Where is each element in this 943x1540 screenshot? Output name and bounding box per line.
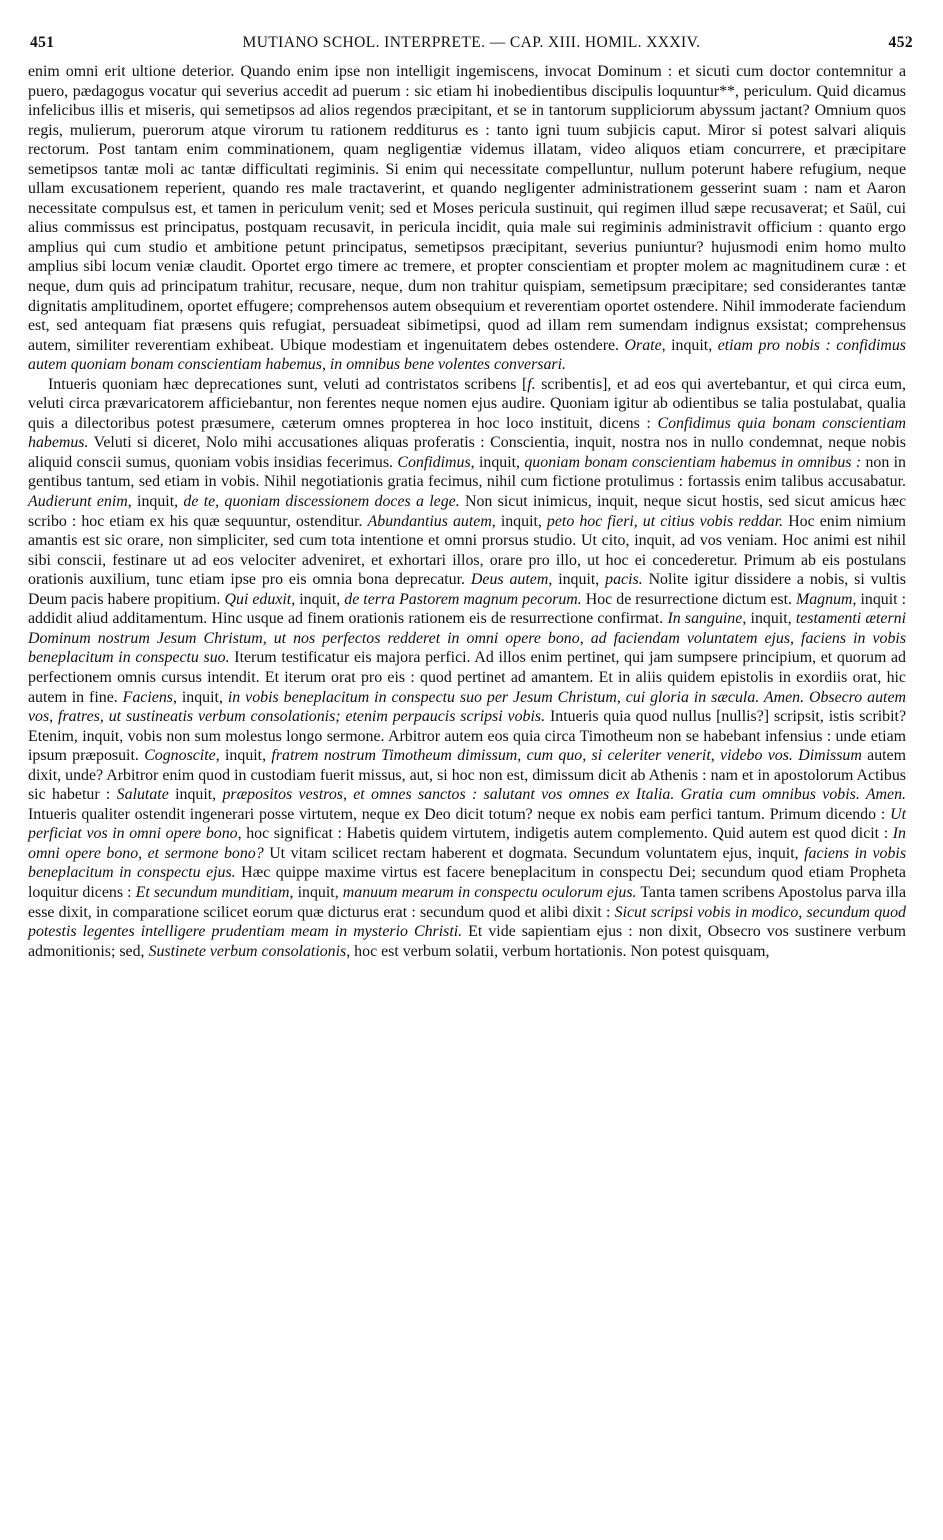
text-run: Et vide sapientiam ejus : non dixit, Obsecro vos sustinere verbum admonitionis; sed, — [28, 923, 906, 960]
text-run: , inquit : addidit aliud additamentum. Hinc usque ad finem orationis rationem eis de resurrectione confirmat. — [28, 590, 906, 628]
italic-text: Deus autem — [470, 571, 549, 589]
text-run: Hoc enim nimium amantis est sic orare, non simpliciter, sed cum tota intentione et omni prorsus studio. Ut cito, inquit, ad vos veniam. Hoc animi est nihil sibi conscii, festinare ut ad eos velociter adveniret, et exhortari illos, orare pro illo, ut hoc ei concederetur. Primum ab eis postulans orationis auxilium, tunc etiam ipse pro eis omnia bona deprecatur. — [28, 512, 906, 589]
italic-text: Confidimus — [397, 453, 471, 471]
italic-text: Audierunt enim — [28, 493, 128, 511]
text-run: , inquit, — [548, 571, 606, 589]
text-run: Iterum testificatur eis majora perfici. Ad illos enim pertinet, qui jam sumpsere principium, et quorum ad perfectionem omnis cursus intendit. Et iterum orat pro eis : quod pertinet ad amantem. Et in aliis quidem epistolis in exordiis orat, hic autem in fine. — [28, 649, 906, 706]
italic-text: Magnum — [796, 590, 853, 608]
text-run: , inquit, — [661, 336, 718, 354]
text-run: autem dixit, unde? Arbitror enim quod in custodiam fuerit missus, aut, si hoc non est, dimissum dicit ab Athenis : nam et in apostolorum Actibus sic habetur : — [28, 747, 906, 804]
text-run: scribentis], et ad eos qui avertebantur, et qui circa eum, veluti circa prævaricatorem afficiebantur, non ferentes neque nomen ejus audire. Quoniam igitur ab odientibus se talia postulabat, qualia quis a dilectoribus potest præsumere, cæterum omnes propterea in hoc loco instituit, dicens : — [28, 375, 906, 432]
text-run: Ut vitam scilicet rectam haberent et dogmata. Secundum voluntatem ejus, inquit, — [263, 844, 805, 862]
italic-text: faciens in vobis beneplacitum in conspectu ejus. — [28, 844, 907, 882]
italic-text: Abundantius autem — [367, 512, 492, 530]
text-run: Hæc quippe maxime virtus est facere beneplacitum in conspectu Dei; secundum quod etiam Propheta loquitur dicens : — [28, 864, 906, 901]
text-run: Hoc de resurrectione dictum est. — [581, 590, 796, 608]
italic-text: In sanguine — [667, 610, 743, 628]
italic-text: de terra Pastorem magnum pecorum. — [344, 590, 582, 608]
text-run: , inquit, — [742, 610, 796, 628]
text-run: Nolite igitur dissidere a nobis, si vultis Deum pacis habere propitium. — [28, 571, 906, 608]
italic-text: Et secundum munditiam — [135, 883, 290, 901]
text-run: , inquit, — [491, 512, 547, 530]
italic-text: manuum mearum in conspectu oculorum ejus. — [342, 883, 637, 901]
text-run: Intueris quoniam hæc deprecationes sunt, veluti ad contristatos scribens [ — [48, 375, 528, 393]
italic-text: Sustinete verbum consolationis — [148, 942, 347, 960]
italic-text: de te, quoniam discessionem doces a lege. — [183, 493, 460, 511]
text-run: , inquit, — [291, 590, 345, 608]
italic-text: Cognoscite — [144, 747, 216, 765]
text-run: , hoc significat : Habetis quidem virtutem, indigetis autem complemento. Quid autem est quod dicit : — [237, 825, 893, 843]
italic-text: testamenti æterni Dominum nostrum Jesum Christum, ut nos perfectos redderet in omni opere bono, ad faciendam voluntatem ejus, faciens in vobis beneplacitum in conspectu suo. — [28, 610, 907, 667]
text-run: , inquit, — [289, 883, 343, 901]
italic-text: etiam pro nobis : confidimus autem quoniam bonam conscientiam habemus, in omnibus bene volentes conversari. — [28, 336, 906, 374]
running-title: MUTIANO SCHOL. INTERPRETE. — CAP. XIII. HOMIL. XXXIV. — [242, 34, 701, 51]
text-run: Non sicut inimicus, inquit, neque sicut hostis, sed sicut amicus hæc scribo : hoc etiam ex his quæ sequuntur, ostenditur. — [28, 493, 907, 530]
italic-text: fratrem nostrum Timotheum dimissum, cum quo, si celeriter venerit, videbo vos. Dimissum — [271, 747, 862, 765]
italic-text: pacis. — [605, 571, 643, 589]
page-number-right: 452 — [888, 34, 913, 51]
text-run: , inquit, — [470, 453, 525, 471]
italic-text: Salutate — [116, 786, 169, 804]
text-run: , inquit, — [127, 493, 184, 511]
italic-text: præpositos vestros, et omnes sanctos : salutant vos omnes ex Italia. Gratia cum omnibus vobis. Amen. — [222, 786, 906, 804]
italic-text: peto hoc fieri, ut citius vobis reddar. — [546, 512, 784, 530]
italic-text: Orate — [624, 336, 662, 354]
text-run: , inquit, — [172, 688, 228, 706]
italic-text: in vobis beneplacitum in conspectu suo per Jesum Christum, cui gloria in sæcula. Amen. Obsecro autem vos, fratres, ut sustineatis verbum consolationis; etenim perpaucis scripsi vobis. — [28, 688, 906, 726]
running-header — [30, 34, 913, 54]
paragraph — [28, 375, 906, 961]
text-run: non in gentibus tantum, sed etiam in vobis. Nihil negotiationis gratia fecimus, nihil cum fictione protulimus : fortassis enim talibus accusabatur. — [28, 453, 907, 491]
italic-text: Qui eduxit — [224, 590, 292, 608]
italic-text: Faciens — [122, 688, 173, 706]
page-body — [28, 62, 906, 961]
paragraph — [28, 62, 906, 375]
text-run: Intueris quia quod nullus [nullis?] scripsit, istis scribit? Etenim, inquit, vobis non sum molestus longo sermone. Arbitror autem eos quia circa Timotheum non se habebant infensius : unde etiam ipsum præposuit. — [28, 708, 906, 765]
text-run: Veluti si diceret, Nolo mihi accusationes aliquas proferatis : Conscientia, inquit, nostra nos in nullo condemnat, neque nobis aliquid conscii sumus, quoniam vobis insidias fecerimus. — [28, 434, 906, 471]
italic-text: Confidimus quia bonam conscientiam habemus. — [28, 414, 906, 452]
italic-text: Sicut scripsi vobis in modico, secundum quod potestis legentes intelligere prudentiam meam in mysterio Christi. — [28, 903, 906, 941]
text-run: inquit, — [168, 786, 223, 804]
text-run: Intueris qualiter ostendit ingenerari posse virtutem, neque ex Deo dicit totum? neque ex nobis eam perfici tantum. Primum dicendo : — [28, 805, 891, 823]
text-run: , hoc est verbum solatii, verbum hortationis. Non potest quisquam, — [346, 942, 770, 960]
italic-text: f. — [527, 375, 536, 393]
text-run: , inquit, — [215, 747, 272, 765]
page-number-left: 451 — [30, 34, 55, 51]
italic-text: quoniam bonam conscientiam habemus in omnibus : — [524, 453, 862, 471]
italic-text: Ut perficiat vos in omni opere bono — [28, 805, 906, 843]
italic-text: In omni opere bono, et sermone bono? — [28, 825, 907, 862]
text-run: Tanta tamen scribens Apostolus parva illa esse dixit, in comparatione scilicet eorum quæ dicturus erat : secundum quod et alibi dixit : — [28, 883, 906, 921]
text-run: enim omni erit ultione deterior. Quando enim ipse non intelligit ingemiscens, invocat Dominum : et sicuti cum doctor contemnitur a puero, pædagogus vocatur qui severius accedit ad puerum : sic etiam hi inobedientibus discipulis loquuntur**, periculum. Quid dicamus infelicibus illis et miseris, qui semetipsos ad alios regendos præcipitant, et se in tantorum suppliciorum abyssum jactant? Omnium quos regis, mulierum, puerorum atque virorum tu rationem redditurus es : tanto igni tuum subjicis caput. Miror si potest salvari aliquis rectorum. Post tantam enim comminationem, quam negligentiæ videmus illatam, video aliquos etiam concurrere, et præcipitare semetipsos tantæ moli ac tantæ difficultati regiminis. Si enim qui necessitate compelluntur, nullum poterunt habere refugium, neque ullam excusationem reperient, quando res male tractaverint, et quando negligenter administrationem gesserint suam : nam et Aaron necessitate compulsus est, et tamen in periculum venit; sed et Moses pericula sustinuit, qui regimen illud sæpe recusaverat; et Saül, cui alius commissus est principatus, postquam recusavit, in pericula incidit, quia male sui regiminis administravit officium : quanto ergo amplius qui cum studio et ambitione petunt principatus, semetipsos præcipitant, severius puniuntur? hujusmodi enim homo multo amplius sibi locum veniæ claudit. Oportet ergo timere ac tremere, et propter conscientiam et propter molem ac magnitudinem curæ : et neque, dum quis ad principatum trahitur, recusare, neque, dum non trahitur quispiam, semetipsum præcipitare; sed considerantes tantæ dignitatis amplitudinem, oportet effugere; comprehensos autem obsequium et reverentiam oportet ostendere. Nihil immoderate faciendum est, sed antequam fiat præsens quis refugiat, persuadeat sibimetipsi, quod ad illam rem sumendam indignus exsistat; comprehensus autem, similiter reverentiam exhibeat. Ubique modestiam et ingenuitatem debes ostendere. — [28, 63, 906, 354]
